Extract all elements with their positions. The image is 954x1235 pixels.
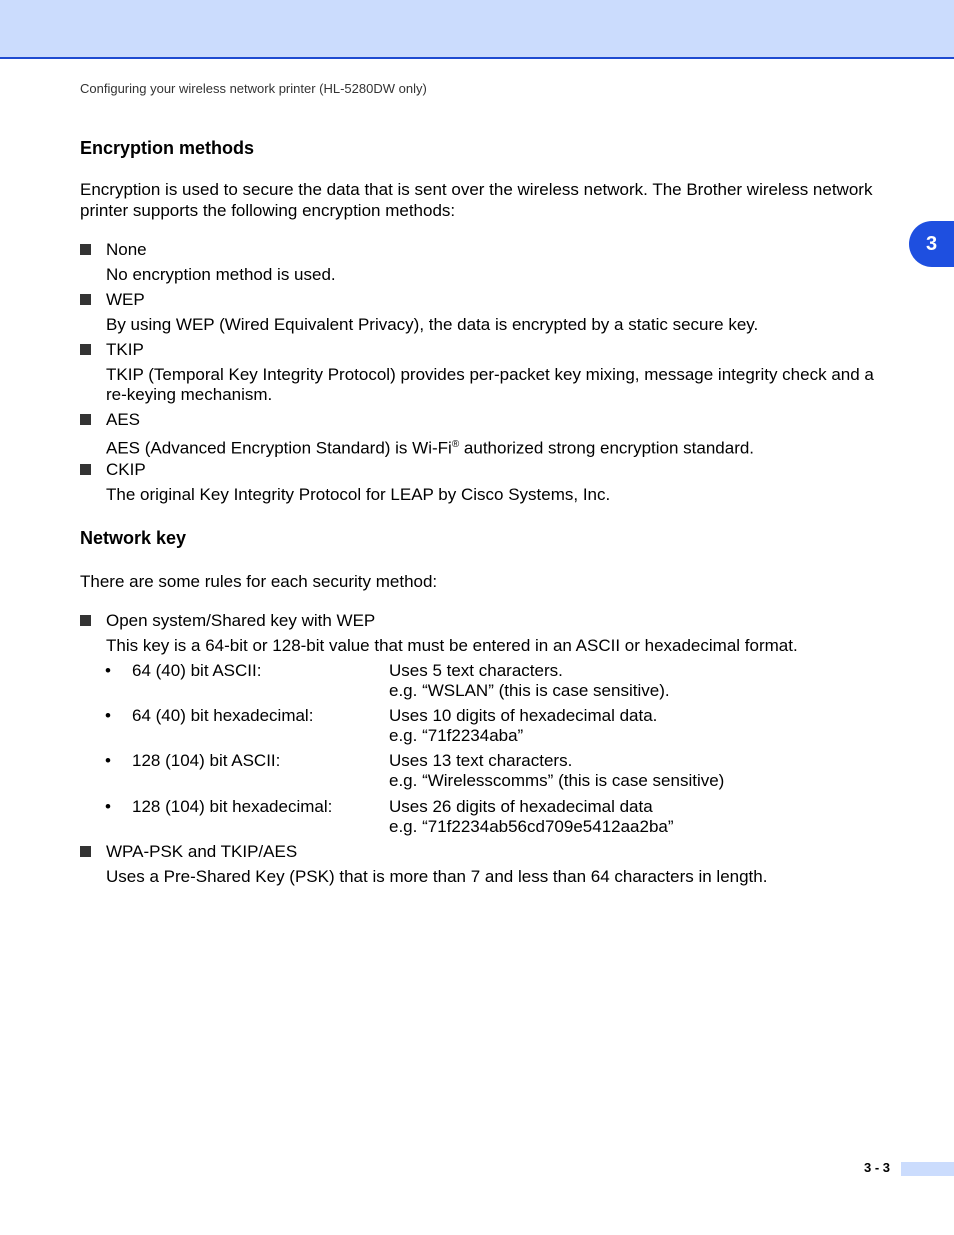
item-desc: Uses a Pre-Shared Key (PSK) that is more than 7 and less than 64 characters in length. bbox=[106, 867, 768, 886]
running-header: Configuring your wireless network printer (HL-5280DW only) bbox=[80, 81, 427, 96]
item-desc: TKIP (Temporal Key Integrity Protocol) provides per-packet key mixing, message integrity check and a re-keying mechanism. bbox=[106, 365, 874, 404]
dot-bullet-icon: • bbox=[105, 706, 111, 725]
item-title: CKIP bbox=[106, 460, 146, 479]
item-title: TKIP bbox=[106, 340, 144, 359]
registered-mark: ® bbox=[451, 439, 460, 450]
item-desc: This key is a 64-bit or 128-bit value that must be entered in an ASCII or hexadecimal format. bbox=[106, 636, 798, 655]
page-number: 3 - 3 bbox=[864, 1160, 891, 1175]
key-format-example: e.g. “Wirelesscomms” (this is case sensitive) bbox=[389, 771, 725, 790]
square-bullet-icon bbox=[80, 846, 91, 857]
item-title: WEP bbox=[106, 290, 145, 309]
dot-bullet-icon: • bbox=[105, 661, 111, 680]
key-format-value: Uses 13 text characters. bbox=[389, 751, 573, 770]
dot-bullet-icon: • bbox=[105, 797, 111, 816]
encryption-intro: Encryption is used to secure the data that is sent over the wireless network. The Brother wireless network printer supports the following encryption methods: bbox=[80, 180, 873, 220]
key-format-label: 64 (40) bit hexadecimal: bbox=[132, 706, 314, 725]
chapter-number: 3 bbox=[926, 232, 938, 255]
key-format-example: e.g. “71f2234aba” bbox=[389, 726, 524, 745]
footer-bar bbox=[901, 1162, 954, 1176]
item-title: WPA-PSK and TKIP/AES bbox=[106, 842, 298, 861]
square-bullet-icon bbox=[80, 344, 91, 355]
item-desc: By using WEP (Wired Equivalent Privacy), the data is encrypted by a static secure key. bbox=[106, 315, 759, 334]
key-format-value: Uses 5 text characters. bbox=[389, 661, 563, 680]
item-title: AES bbox=[106, 410, 141, 429]
desc-text: authorized strong encryption standard. bbox=[459, 438, 755, 458]
network-key-intro: There are some rules for each security method: bbox=[80, 572, 438, 591]
item-title: None bbox=[106, 240, 147, 259]
square-bullet-icon bbox=[80, 294, 91, 305]
key-format-value: Uses 26 digits of hexadecimal data bbox=[389, 797, 653, 816]
key-format-label: 128 (104) bit ASCII: bbox=[132, 751, 281, 770]
dot-bullet-icon: • bbox=[105, 751, 111, 770]
item-title: Open system/Shared key with WEP bbox=[106, 611, 376, 630]
key-format-label: 64 (40) bit ASCII: bbox=[132, 661, 262, 680]
header-band bbox=[0, 0, 954, 59]
key-format-value: Uses 10 digits of hexadecimal data. bbox=[389, 706, 658, 725]
item-desc: No encryption method is used. bbox=[106, 265, 336, 284]
key-format-example: e.g. “71f2234ab56cd709e5412aa2ba” bbox=[389, 817, 674, 836]
square-bullet-icon bbox=[80, 464, 91, 475]
encryption-heading: Encryption methods bbox=[80, 138, 255, 158]
chapter-tab bbox=[909, 221, 954, 267]
key-format-example: e.g. “WSLAN” (this is case sensitive). bbox=[389, 681, 670, 700]
square-bullet-icon bbox=[80, 414, 91, 425]
item-desc: The original Key Integrity Protocol for LEAP by Cisco Systems, Inc. bbox=[106, 485, 611, 504]
square-bullet-icon bbox=[80, 244, 91, 255]
item-desc bbox=[106, 435, 896, 459]
key-format-label: 128 (104) bit hexadecimal: bbox=[132, 797, 333, 816]
network-key-heading: Network key bbox=[80, 528, 187, 548]
desc-text: AES (Advanced Encryption Standard) is Wi-Fi bbox=[106, 438, 452, 458]
square-bullet-icon bbox=[80, 615, 91, 626]
